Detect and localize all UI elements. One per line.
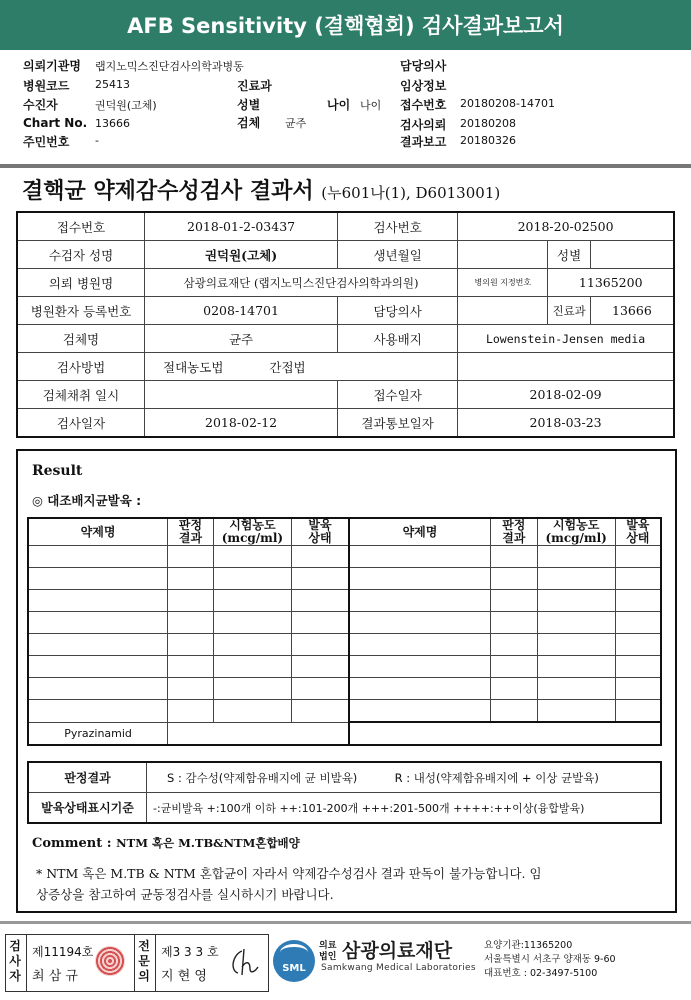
drug-cell [537,590,615,612]
drug-cell [168,700,214,723]
info-label: 담당의사 [338,297,458,325]
control-growth-label: ◎ 대조배지균발육 : [32,493,142,508]
info-label: 결과통보일자 [338,409,458,438]
info-row [17,269,674,297]
comment-text [36,863,661,905]
drug-cell [537,634,615,656]
drug-cell [291,568,349,590]
col-drug-name: 약제명 [349,518,490,546]
info-label: 접수번호 [17,212,145,241]
drug-cell [291,634,349,656]
report-header [0,50,691,162]
specimen-label: 검체 [237,116,261,130]
rrn-label: 주민번호 [23,135,70,149]
result-section [16,449,677,913]
info-value [145,353,458,381]
drug-cell [349,634,490,656]
info-label: 병의원 지정번호 [458,269,548,297]
drug-cell [291,656,349,678]
method-indirect: 간접법 [269,359,306,375]
drug-cell [537,546,615,568]
info-row [17,297,674,325]
drug-cell [537,656,615,678]
org-kind-l2: 법인 [319,952,337,962]
info-label: 접수일자 [338,381,458,409]
info-value: 11365200 [548,269,674,297]
report-label: 결과보고 [400,135,447,149]
info-value: 2018-20-02500 [458,212,674,241]
info-value: 13666 [590,297,674,325]
drug-cell [213,634,291,656]
info-value [145,381,338,409]
drug-row [28,722,661,745]
title-code: (누601나(1), D6013001) [321,184,501,202]
result-label: Result [32,463,83,479]
col-growth-l2: 상태 [308,531,332,545]
drug-cell [349,700,490,723]
drug-cell [349,612,490,634]
header-divider [0,164,691,168]
drug-cell [349,568,490,590]
info-value: 0208-14701 [145,297,338,325]
drug-cell [28,634,168,656]
drug-cell [615,590,661,612]
drug-cell [490,678,537,700]
growth-legend-label: 발육상태표시기준 [28,793,147,824]
request-value: 20180208 [460,117,516,130]
drug-cell [291,700,349,723]
info-label: 검사번호 [338,212,458,241]
drug-cell [615,546,661,568]
growth-legend-values: -:균비발육 +:100개 이하 ++:101-200개 +++:201-500개 ++++:++이상(융합발육) [147,793,662,824]
info-value: 권덕원(고체) [145,241,338,269]
signature-box [5,934,269,992]
drug-cell [213,678,291,700]
drug-cell [28,678,168,700]
info-row [17,241,674,269]
req-org-label: 의뢰기관명 [23,59,81,73]
drug-cell [168,678,214,700]
info-label: 생년월일 [338,241,458,269]
drug-cell [28,590,168,612]
org-name-en: Samkwang Medical Laboratories [321,963,476,973]
examiner-license: 제11194호 [32,945,94,959]
drug-cell [615,612,661,634]
method-absolute: 절대농도법 [163,359,224,375]
info-label: 사용배지 [338,325,458,353]
col-judge-l2: 결과 [502,531,526,545]
patient-value: 권덕원(고체) [95,99,157,112]
drug-cell [490,634,537,656]
col-growth-l1: 발육 [626,518,650,532]
drug-cell [349,656,490,678]
drug-table-body [28,546,661,746]
info-label: 진료과 [548,297,590,325]
info-value [458,241,548,269]
drug-cell [168,568,214,590]
drug-cell [291,590,349,612]
drug-row [28,612,661,634]
drug-cell [537,612,615,634]
logo-mark: SML [282,962,306,974]
info-label: 의뢰 병원명 [17,269,145,297]
col-growth-l2: 상태 [626,531,650,545]
report-banner: AFB Sensitivity (결핵협회) 검사결과보고서 [0,0,691,50]
judge-r: R : 내성(약제함유배지에 + 이상 균발육) [394,770,599,785]
org-name: 삼광의료재단 [342,940,453,962]
drug-row [28,700,661,723]
drug-cell [537,678,615,700]
hosp-code-label: 병원코드 [23,79,70,93]
rrn-value: - [95,134,99,147]
drug-cell [213,700,291,723]
info-value: 2018-01-2-03437 [145,212,338,241]
info-label: 병원환자 등록번호 [17,297,145,325]
chart-label: Chart No. [23,116,88,130]
drug-cell [291,612,349,634]
document-title [22,174,500,205]
drug-cell [615,568,661,590]
drug-cell [291,546,349,568]
req-org-value: 랩지노믹스진단검사의학과병동 [95,60,244,73]
org-contact [484,939,616,981]
org-kind [319,941,336,963]
col-growth [615,518,661,546]
drug-row [28,546,661,568]
info-row [17,381,674,409]
drug-cell [615,678,661,700]
info-value [458,353,674,381]
inst-code: 요양기관:11365200 [484,940,573,951]
drug-cell [168,612,214,634]
accession-value: 20180208-14701 [460,97,555,110]
drug-cell [213,568,291,590]
legend-table [27,761,662,824]
reviewer-license: 제3 3 3 호 [161,945,219,959]
sex-label: 성별 [237,98,261,112]
request-label: 검사의뢰 [400,118,447,132]
info-row [17,353,674,381]
drug-header-row [28,518,661,546]
examiner-title: 검 사 자 [9,939,21,983]
title-main: 결핵균 약제감수성검사 결과서 [22,178,314,204]
chart-value: 13666 [95,117,130,130]
org-kind-l1: 의료 [319,941,337,951]
col-conc [537,518,615,546]
drug-cell [168,656,214,678]
reviewer-name: 지 현 영 [161,969,207,984]
comment-label [32,835,300,851]
drug-cell [168,634,214,656]
age-label: 나이 [327,98,351,112]
phone: 대표번호 : 02-3497-5100 [484,968,598,979]
drug-cell [28,656,168,678]
drug-empty-area [349,722,661,745]
age-value: 나이 [360,99,382,112]
info-value: 2018-03-23 [458,409,674,438]
drug-cell [490,546,537,568]
col-conc [213,518,291,546]
drug-table [27,517,662,746]
drug-cell [28,546,168,568]
info-row [17,212,674,241]
drug-row [28,590,661,612]
legend-row [28,762,661,793]
info-label: 수검자 성명 [17,241,145,269]
drug-row [28,568,661,590]
info-value: 균주 [145,325,338,353]
info-label: 검사일자 [17,409,145,438]
info-value: 2018-02-12 [145,409,338,438]
info-row [17,409,674,438]
info-value: 2018-02-09 [458,381,674,409]
info-value [590,241,674,269]
col-conc-l2: (mcg/ml) [545,531,607,545]
drug-cell [349,546,490,568]
info-row [17,325,674,353]
col-conc-l1: 시험농도 [552,518,600,532]
patient-info-table [16,211,675,438]
accession-label: 접수번호 [400,98,447,112]
specimen-value: 균주 [285,117,307,130]
examiner-name: 최 삼 규 [32,969,78,984]
info-label: 검체명 [17,325,145,353]
patient-label: 수진자 [23,98,58,112]
drug-cell [213,612,291,634]
col-conc-l2: (mcg/ml) [221,531,284,545]
drug-cell [537,568,615,590]
footer-divider [0,921,691,924]
info-value [458,297,548,325]
drug-cell [490,568,537,590]
drug-row [28,656,661,678]
col-conc-l1: 시험농도 [229,518,276,532]
drug-cell [28,612,168,634]
drug-cell [28,568,168,590]
col-judge-l1: 판정 [502,518,526,532]
judge-legend-label: 판정결과 [28,762,147,793]
comment-line: 상증상을 참고하여 균동정검사를 실시하시기 바랍니다. [36,887,334,902]
comment-line: * NTM 혹은 M.TB & NTM 혼합균이 자라서 약제감수성검사 결과 판독이 불가능합니다. 임 [36,866,542,881]
drug-row [28,678,661,700]
comment-title: Comment : [32,836,112,851]
hosp-code-value: 25413 [95,78,130,91]
drug-cell [349,678,490,700]
drug-cell [537,700,615,723]
judge-s: S : 감수성(약제함유배지에 균 비발육) [167,770,358,785]
drug-row [28,634,661,656]
drug-cell [615,700,661,723]
drug-cell [168,546,214,568]
examiner-seal-icon [95,946,125,976]
drug-cell [213,546,291,568]
drug-cell [213,590,291,612]
col-judge-l2: 결과 [178,531,203,545]
doctor-label: 담당의사 [400,59,447,73]
col-growth-l1: 발육 [308,518,332,532]
legend-row [28,793,661,824]
drug-cell [213,656,291,678]
drug-cell [168,590,214,612]
drug-cell [490,656,537,678]
drug-cell [28,700,168,723]
col-judge [490,518,537,546]
col-judge [168,518,214,546]
comment-headline: NTM 혹은 M.TB&NTM혼합배양 [116,836,300,850]
info-label: 검사방법 [17,353,145,381]
drug-cell [615,634,661,656]
drug-cell [168,722,350,745]
address: 서울특별시 서초구 양재동 9-60 [484,954,616,965]
logo-swoosh-icon [280,944,308,961]
col-growth [291,518,349,546]
drug-cell [349,590,490,612]
drug-name-cell: Pyrazinamid [28,722,168,745]
drug-cell [490,590,537,612]
judge-legend-values [147,762,662,793]
reviewer-title: 전 문 의 [138,939,150,983]
reviewer-signature-icon [228,945,260,979]
info-value: Lowenstein-Jensen media [458,325,674,353]
drug-cell [490,612,537,634]
dept-label: 진료과 [237,79,272,93]
drug-cell [615,656,661,678]
report-value: 20180326 [460,134,516,147]
col-judge-l1: 판정 [178,518,203,532]
col-drug-name: 약제명 [28,518,168,546]
drug-cell [291,678,349,700]
drug-cell [490,700,537,723]
info-label: 검체채취 일시 [17,381,145,409]
clinical-label: 임상정보 [400,79,447,93]
info-label: 성별 [548,241,590,269]
info-value: 삼광의료재단 (랩지노믹스진단검사의학과의원) [145,269,458,297]
